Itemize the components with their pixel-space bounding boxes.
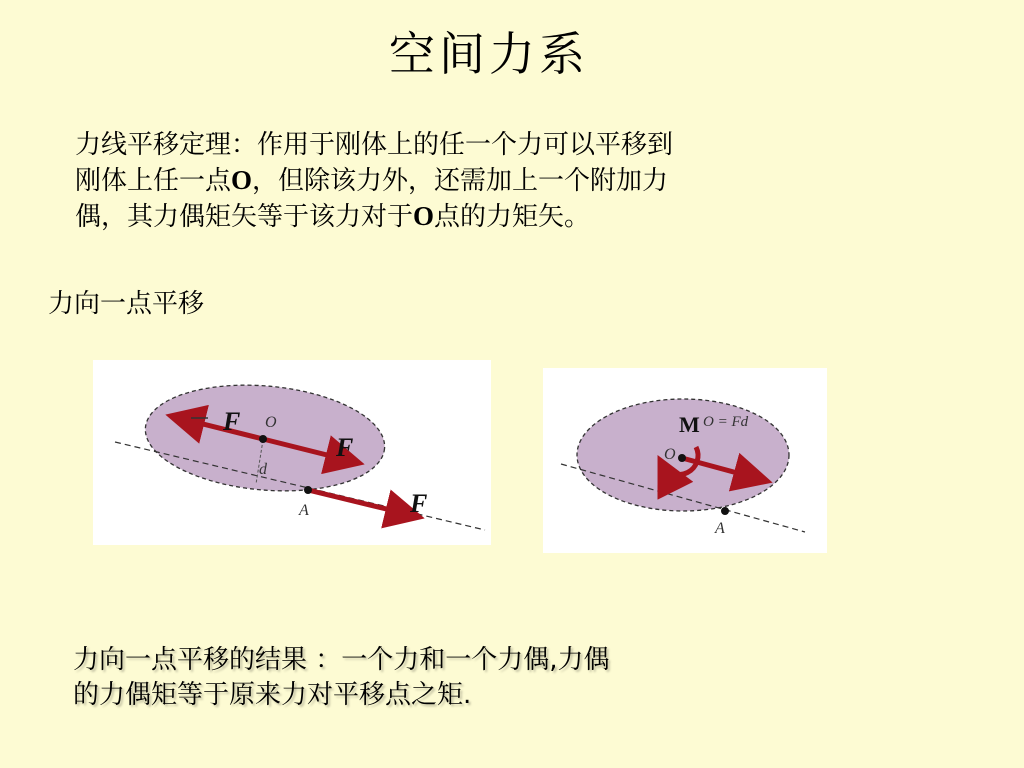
figure-force-translation	[93, 360, 491, 545]
figure-force-couple-result	[543, 368, 827, 553]
theorem-line-2: 刚体上任一点O，但除该力外，还需加上一个附加力	[75, 165, 669, 196]
force-label-1: F	[223, 407, 241, 436]
conclusion-text	[73, 643, 833, 713]
theorem-text	[75, 128, 895, 235]
section-subheading: 力向一点平移	[48, 289, 205, 319]
slide-title: 空间力系	[389, 27, 589, 81]
figure-2-drawing	[543, 368, 827, 553]
theorem-line-3: 偶，其力偶矩矢等于该力对于O点的力矩矢。	[75, 201, 591, 232]
point-o-label-2: O	[664, 446, 676, 463]
point-a-label: A	[299, 502, 309, 519]
force-label-3: F	[410, 489, 428, 518]
point-o-label: O	[265, 414, 277, 431]
conclusion-line-1: 力向一点平移的结果 ：一个力和一个力偶,力偶	[73, 645, 610, 675]
point-a-label-2: A	[715, 520, 725, 537]
theorem-line-1: 力线平移定理：作用于刚体上的任一个力可以平移到	[75, 130, 674, 160]
distance-label: d	[259, 461, 267, 478]
point-o-dot-2	[678, 454, 686, 462]
force-label-2: F	[336, 433, 354, 462]
conclusion-line-2: 的力偶矩等于原来力对平移点之矩.	[73, 680, 472, 710]
force-arrow-original	[308, 490, 415, 516]
moment-label: M	[679, 412, 700, 437]
point-a-dot	[304, 486, 312, 494]
moment-equation: O = Fd	[703, 414, 749, 430]
figure-1-drawing	[93, 360, 491, 545]
point-a-dot-2	[721, 507, 729, 515]
point-o-dot	[259, 435, 267, 443]
